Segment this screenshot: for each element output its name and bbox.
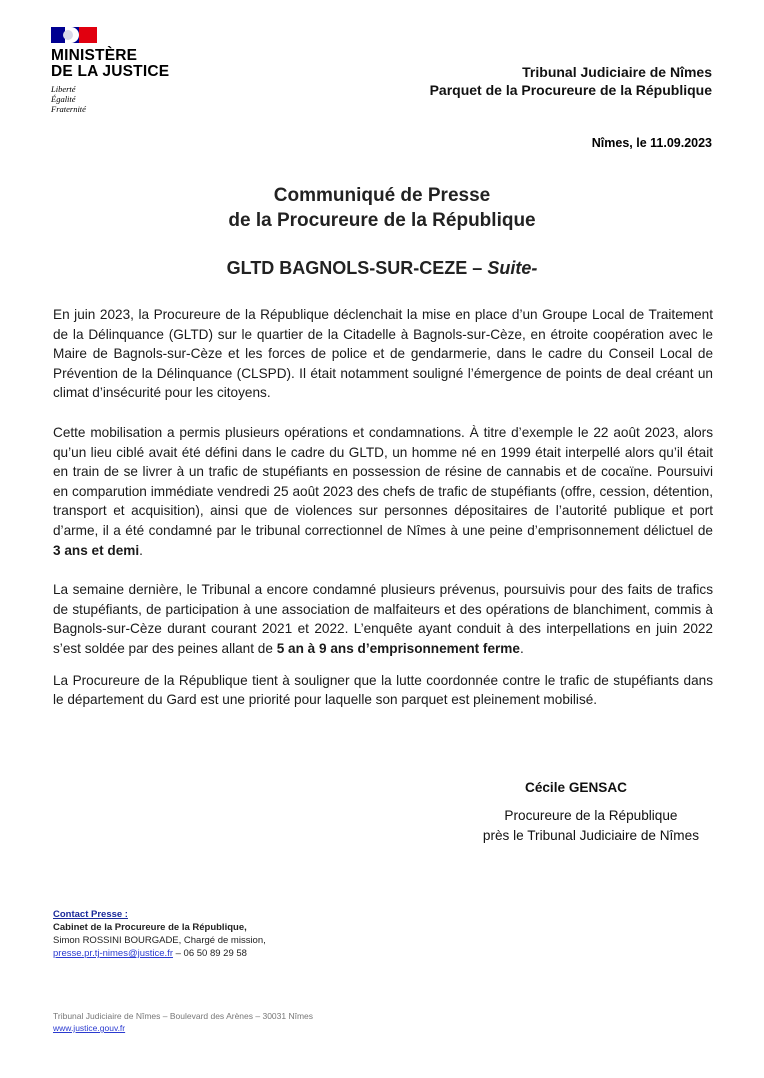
contact-phone: – 06 50 89 29 58 <box>172 948 247 959</box>
contact-label: Contact Presse : <box>53 909 128 920</box>
document-title: Communiqué de Presse de la Procureure de la République <box>228 185 536 231</box>
paragraph-4: La Procureure de la République tient à souligner que la lutte coordonnée contre le trafic de stupéfiants dans le département du Gard est une priorité pour laquelle son parquet est pleinement mobilisé. <box>53 672 713 708</box>
press-contact <box>53 908 266 960</box>
contact-office: Cabinet de la Procureure de la République, <box>53 922 247 933</box>
footer-address: Tribunal Judiciaire de Nîmes – Boulevard des Arènes – 30031 Nîmes <box>53 1011 314 1021</box>
contact-details <box>53 947 266 960</box>
paragraph-1: En juin 2023, la Procureure de la République déclenchait la mise en place d’un Groupe Local de Traitement de la Délinquance (GLTD) sur le quartier de la Citadelle à Bagnols-sur-Cèze, en étroite coopération avec le Maire de Bagnols-sur-Cèze et les forces de police et de gendarmerie, dans le cadre du Conseil Local de Prévention de la Délinquance (CLSPD). Il était notamment souligné l’émergence de points de deal créant un climat d’insécurité pour les citoyens. <box>53 307 713 401</box>
signatory-role: Procureure de la République près le Tribunal Judiciaire de Nîmes <box>482 808 699 843</box>
document-date: Nîmes, le 11.09.2023 <box>591 136 712 150</box>
contact-person: Simon ROSSINI BOURGADE, Chargé de mission, <box>53 935 266 946</box>
document-body <box>53 305 713 730</box>
ministry-logo <box>51 27 169 114</box>
website-link[interactable]: www.justice.gouv.fr <box>53 1023 126 1033</box>
republic-motto: Liberté Égalité Fraternité <box>51 84 86 114</box>
signatory-name: Cécile GENSAC <box>525 780 627 795</box>
contact-email-link[interactable]: presse.pr.tj-nimes@justice.fr <box>53 948 173 959</box>
page-footer <box>53 1010 313 1034</box>
marianne-flag-icon <box>51 27 97 43</box>
tribunal-name: Tribunal Judiciaire de Nîmes <box>522 64 712 80</box>
document-subtitle: GLTD BAGNOLS-SUR-CEZE – Suite- <box>226 258 538 278</box>
parquet-name: Parquet de la Procureure de la République <box>429 82 712 98</box>
paragraph-2: Cette mobilisation a permis plusieurs opérations et condamnations. À titre d’exemple le 22 août 2023, alors qu’un lieu ciblé avait été défini dans le cadre du GLTD, un homme né en 1999 était interpellé alors qu’il était en train de se livrer à un trafic de stupéfiants en possession de résine de cannabis et de cocaïne. Poursuivi en comparution immédiate vendredi 25 août 2023 des chefs de trafic de stupéfiants (offre, cession, détention, transport et acquisition), ainsi que de violences sur personnes dépositaires de l’autorité publique et port d’arme, il a été condamné par le tribunal correctionnel de Nîmes à une peine d’emprisonnement délictuel de 3 ans et demi. <box>53 424 713 558</box>
issuer-header <box>430 63 712 99</box>
paragraph-3: La semaine dernière, le Tribunal a encore condamné plusieurs prévenus, poursuivis pour des faits de trafics de stupéfiants, de participation à une association de malfaiteurs et des opérations de blanchiment, commis à Bagnols-sur-Cèze durant courant 2021 et 2022. L’enquête ayant conduit à des interpellations en juin 2022 s’est soldée par des peines allant de 5 an à 9 ans d’emprisonnement ferme. <box>53 582 713 656</box>
ministry-name: MINISTÈRE DE LA JUSTICE <box>51 47 170 80</box>
